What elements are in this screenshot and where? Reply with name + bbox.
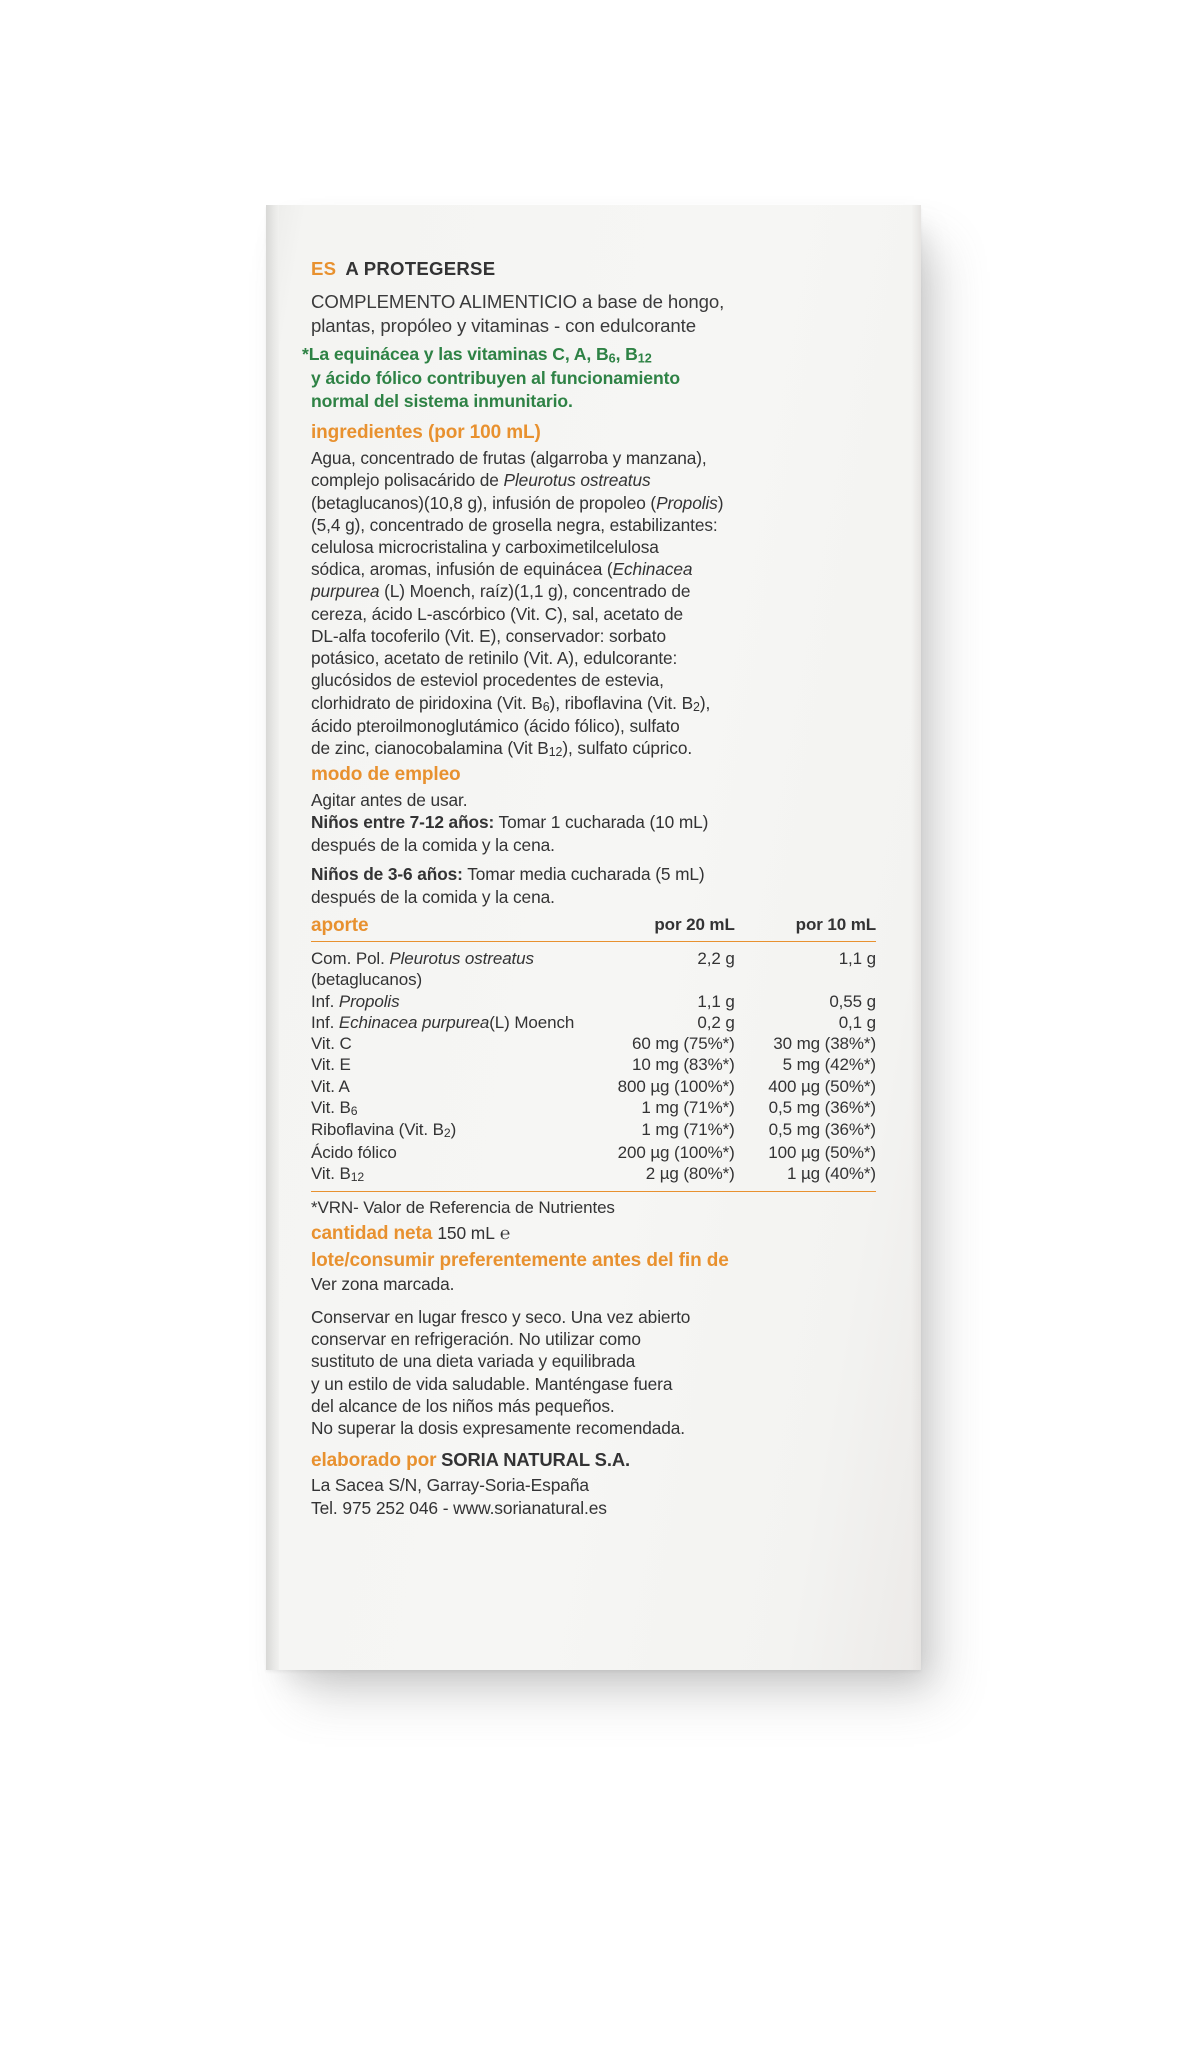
nutrient-value-10: 100 µg (50%*)	[768, 1142, 876, 1162]
table-row	[311, 1097, 876, 1119]
storage-instructions	[311, 1306, 876, 1439]
usage-dose-1	[311, 811, 876, 833]
manufacturer-line	[311, 1448, 876, 1474]
nutrition-table	[311, 914, 876, 1190]
storage-line: No superar la dosis expresamente recomendada.	[311, 1418, 685, 1439]
nutrient-name: Inf. Echinacea purpurea(L) Moench	[311, 1012, 575, 1032]
nutrient-name: Inf. Propolis	[311, 991, 400, 1011]
ingredients-line: (betaglucanos)(10,8 g), infusión de propoleo (Propolis)	[311, 492, 724, 513]
nutrition-col-10: por 10 mL	[735, 914, 876, 941]
language-code: ES	[311, 258, 337, 279]
ingredients-line: glucósidos de esteviol procedentes de estevia,	[311, 670, 664, 691]
ingredients-line: (5,4 g), concentrado de grosella negra, estabilizantes:	[311, 514, 718, 535]
usage-dose-2-line2: después de la comida y la cena.	[311, 886, 555, 907]
usage-dose-1-label: Niños entre 7-12 años:	[311, 812, 495, 833]
nutrient-value-10: 400 µg (50%*)	[768, 1076, 876, 1096]
manufacturer-contact: Tel. 975 252 046 - www.sorianatural.es	[311, 1497, 607, 1518]
ingredients-heading-qualifier: (por 100 mL)	[427, 422, 541, 444]
usage-dose-2	[311, 863, 876, 885]
health-claim-line-1: *La equinácea y las vitaminas C, A, $B_6$, $B_{12}$	[302, 344, 652, 366]
ingredients-line: Agua, concentrado de frutas (algarroba y manzana),	[311, 448, 707, 469]
usage-dose-1-text: Tomar 1 cucharada (10 mL)	[494, 812, 709, 833]
descriptor-line-1: COMPLEMENTO ALIMENTICIO a base de hongo,	[311, 291, 725, 313]
net-quantity-label: cantidad neta	[311, 1223, 433, 1245]
usage-dose-1-line2: después de la comida y la cena.	[311, 834, 555, 855]
usage-heading: modo de empleo	[311, 764, 461, 786]
nutrient-value-20: 2,2 g	[697, 949, 735, 969]
nutrient-value-10: 1,1 g	[838, 949, 876, 969]
usage-dose-2-text: Tomar media cucharada (5 mL)	[462, 864, 705, 885]
product-header	[311, 257, 876, 281]
nutrient-name: Vit. $B_{12}$	[311, 1164, 365, 1185]
nutrient-name: Riboflavina (Vit. $B_2$)	[311, 1120, 457, 1141]
nutrient-value-20: 200 µg (100%*)	[617, 1142, 735, 1162]
ingredients-text	[311, 447, 876, 760]
nutrient-name: Vit. $B_6$	[311, 1097, 358, 1119]
table-row	[311, 1163, 876, 1190]
nutrient-value-20: 0,2 g	[697, 1012, 735, 1032]
nutrient-value-10: 0,5 mg (36%*)	[768, 1120, 876, 1140]
ingredients-line: de zinc, cianocobalamina (Vit $B_{12}$), sulfato cúprico.	[311, 738, 693, 760]
net-quantity-value: 150 mL	[437, 1223, 495, 1244]
nutrient-value-10: 0,5 mg (36%*)	[768, 1097, 876, 1117]
nutrient-value-10: 0,55 g	[829, 991, 876, 1011]
table-row	[311, 1142, 876, 1163]
nutrient-value-10: 5 mg (42%*)	[782, 1055, 876, 1075]
product-name: A PROTEGERSE	[345, 258, 496, 279]
spacer	[311, 856, 876, 863]
nutrient-name: Vit. A	[311, 1076, 350, 1096]
manufacturer-block	[311, 1448, 876, 1519]
manufacturer-address: La Sacea S/N, Garray-Soria-España	[311, 1475, 589, 1496]
batch-heading: lote/consumir preferentemente antes del fin de	[311, 1250, 729, 1271]
nutrition-table-bottom-rule	[311, 1191, 876, 1192]
table-row	[311, 1033, 876, 1054]
nutrition-col-20: por 20 mL	[582, 914, 735, 941]
table-row	[311, 1012, 876, 1033]
table-row	[311, 1054, 876, 1075]
storage-line: y un estilo de vida saludable. Manténgase fuera	[311, 1373, 673, 1394]
nutrient-value-20: 800 µg (100%*)	[617, 1076, 735, 1096]
nutrient-value-20: 1 mg (71%*)	[641, 1120, 735, 1140]
descriptor-line-2: plantas, propóleo y vitaminas - con edulcorante	[311, 314, 696, 336]
nutrient-value-20: 1,1 g	[697, 991, 735, 1011]
usage-shake-line: Agitar antes de usar.	[311, 789, 468, 810]
manufacturer-label: elaborado por	[311, 1450, 437, 1472]
ingredients-line: ácido pteroilmonoglutámico (ácido fólico), sulfato	[311, 715, 680, 736]
nutrient-name: Vit. E	[311, 1055, 351, 1075]
nutrient-value-10: 0,1 g	[838, 1012, 876, 1032]
table-row	[311, 1076, 876, 1097]
product-carton	[266, 205, 921, 1670]
storage-line: conservar en refrigeración. No utilizar como	[311, 1329, 641, 1350]
usage-dose-2-label: Niños de 3-6 años:	[311, 864, 463, 885]
nutrient-value-20: 60 mg (75%*)	[632, 1034, 735, 1054]
table-row	[311, 991, 876, 1012]
usage-text	[311, 789, 876, 908]
table-row	[311, 1119, 876, 1141]
health-claim-line-3: normal del sistema inmunitario.	[311, 390, 573, 411]
nutrition-heading: aporte	[311, 914, 582, 941]
nutrient-name: Ácido fólico	[311, 1142, 397, 1162]
ingredients-line: potásico, acetato de retinilo (Vit. A), edulcorante:	[311, 648, 678, 669]
ingredients-line: cereza, ácido L-ascórbico (Vit. C), sal, acetato de	[311, 603, 684, 624]
ingredients-line: purpurea (L) Moench, raíz)(1,1 g), concentrado de	[311, 581, 691, 602]
nutrient-name: Vit. C	[311, 1034, 352, 1054]
product-descriptor	[311, 290, 876, 337]
nutrient-value-20: 2 µg (80%*)	[645, 1164, 735, 1184]
storage-line: sustituto de una dieta variada y equilibrada	[311, 1351, 636, 1372]
net-quantity	[311, 1222, 876, 1247]
health-claim-line-2: y ácido fólico contribuyen al funcionamiento	[311, 367, 681, 388]
spacer	[311, 1295, 876, 1306]
nutrient-value-20: 1 mg (71%*)	[641, 1097, 735, 1117]
label-text-column	[302, 257, 876, 1519]
ingredients-line: sódica, aromas, infusión de equinácea (Echinacea	[311, 559, 693, 580]
storage-line: del alcance de los niños más pequeños.	[311, 1395, 615, 1416]
nutrition-table-body	[311, 942, 876, 1191]
nutrient-value-10: 30 mg (38%*)	[773, 1034, 876, 1054]
nutrient-name: Com. Pol. Pleurotus ostreatus (betaglucanos)	[311, 949, 534, 990]
batch-note: Ver zona marcada.	[311, 1273, 455, 1294]
ingredients-line: clorhidrato de piridoxina (Vit. $B_6$), riboflavina (Vit. $B_2$),	[311, 692, 711, 714]
ingredients-heading	[311, 421, 876, 446]
manufacturer-company: SORIA NATURAL S.A.	[441, 1449, 631, 1471]
estimated-sign-icon: ℮	[499, 1223, 511, 1244]
health-claim	[302, 343, 876, 412]
nutrient-value-10: 1 µg (40%*)	[786, 1164, 876, 1184]
storage-line: Conservar en lugar fresco y seco. Una vez abierto	[311, 1307, 691, 1328]
ingredients-line: celulosa microcristalina y carboximetilcelulosa	[311, 537, 659, 558]
ingredients-heading-label: ingredientes	[311, 422, 423, 444]
nutrition-header-row	[311, 914, 876, 941]
nutrition-footnote: *VRN- Valor de Referencia de Nutrientes	[311, 1197, 615, 1217]
ingredients-line: DL-alfa tocoferilo (Vit. E), conservador: sorbato	[311, 625, 666, 646]
nutrition-table-head	[311, 914, 876, 941]
ingredients-line: complejo polisacárido de Pleurotus ostreatus	[311, 470, 651, 491]
nutrient-value-20: 10 mg (83%*)	[632, 1055, 735, 1075]
table-row	[311, 942, 876, 991]
